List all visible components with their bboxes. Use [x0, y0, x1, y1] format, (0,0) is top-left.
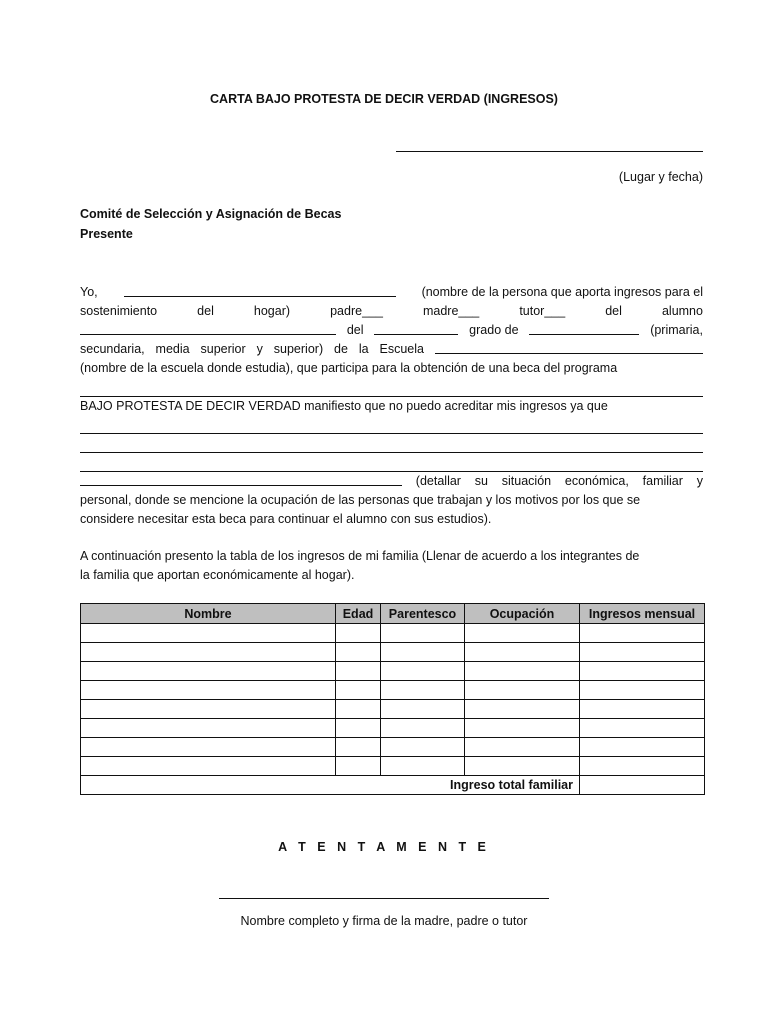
text-person-note: (nombre de la persona que aporta ingresos para el — [421, 285, 703, 299]
header-ingresos: Ingresos mensual — [580, 604, 705, 624]
word: superior) — [273, 342, 324, 356]
table-row — [81, 662, 705, 681]
declaration-paragraph — [80, 283, 703, 529]
total-label: Ingreso total familiar — [81, 776, 580, 795]
cell-ingresos[interactable] — [580, 624, 705, 643]
table-row — [81, 757, 705, 776]
word: económica, — [564, 474, 629, 488]
reason-blank[interactable] — [80, 415, 703, 434]
header-nombre: Nombre — [81, 604, 336, 624]
word: y — [696, 474, 703, 488]
cell-ocupacion[interactable] — [465, 700, 580, 719]
closing-atentamente: A T E N T A M E N T E — [278, 840, 490, 854]
level-blank[interactable] — [529, 321, 639, 335]
reason-blank[interactable] — [80, 472, 402, 486]
cell-nombre[interactable] — [81, 681, 336, 700]
word: grado de — [469, 323, 519, 337]
paragraph-line — [80, 510, 703, 529]
text-detail: personal, donde se mencione la ocupación de las personas que trabajan y los motivos por los que se — [80, 493, 641, 507]
word: sostenimiento — [80, 304, 158, 318]
word: del — [197, 304, 214, 318]
word: alumno — [661, 304, 703, 318]
cell-ingresos[interactable] — [580, 643, 705, 662]
signature-caption: Nombre completo y firma de la madre, padre o tutor — [240, 914, 528, 928]
text-detail-end: considere necesitar esta beca para continuar el alumno con sus estudios). — [80, 512, 492, 526]
word: Escuela — [379, 342, 424, 356]
table-row — [81, 719, 705, 738]
word: padre___ — [330, 304, 383, 318]
reason-blank[interactable] — [80, 434, 703, 453]
table-row — [81, 738, 705, 757]
cell-ingresos[interactable] — [580, 738, 705, 757]
header-parentesco: Parentesco — [381, 604, 465, 624]
cell-ocupacion[interactable] — [465, 738, 580, 757]
word: del — [346, 323, 364, 337]
cell-edad[interactable] — [336, 700, 381, 719]
cell-nombre[interactable] — [81, 700, 336, 719]
cell-nombre[interactable] — [81, 757, 336, 776]
paragraph-line — [80, 472, 703, 491]
cell-edad[interactable] — [336, 662, 381, 681]
document-title: CARTA BAJO PROTESTA DE DECIR VERDAD (INGRESOS) — [210, 92, 558, 106]
word: secundaria, — [80, 342, 145, 356]
cell-edad[interactable] — [336, 681, 381, 700]
paragraph-line — [80, 340, 703, 359]
table-total-row — [81, 776, 705, 795]
cell-edad[interactable] — [336, 624, 381, 643]
reason-blank[interactable] — [80, 453, 703, 472]
program-blank[interactable] — [80, 378, 703, 397]
text-yo: Yo, — [80, 285, 98, 299]
cell-ocupacion[interactable] — [465, 719, 580, 738]
paragraph-line — [80, 397, 703, 415]
cell-ocupacion[interactable] — [465, 624, 580, 643]
cell-parentesco[interactable] — [381, 700, 465, 719]
paragraph-line — [80, 321, 703, 340]
paragraph-line — [80, 491, 703, 510]
cell-ingresos[interactable] — [580, 757, 705, 776]
text-school-note: (nombre de la escuela donde estudia), que participa para la obtención de una beca del programa — [80, 361, 618, 375]
cell-parentesco[interactable] — [381, 662, 465, 681]
recipient-presente: Presente — [80, 227, 133, 241]
paragraph-line — [80, 302, 703, 321]
word: la — [358, 342, 369, 356]
word: situación — [501, 474, 552, 488]
place-date-line[interactable] — [396, 151, 703, 152]
cell-edad[interactable] — [336, 738, 381, 757]
table-intro-paragraph — [80, 547, 703, 585]
cell-ingresos[interactable] — [580, 719, 705, 738]
cell-ingresos[interactable] — [580, 700, 705, 719]
table-row — [81, 643, 705, 662]
student-name-blank[interactable] — [80, 321, 336, 335]
signature-line[interactable] — [219, 898, 549, 899]
place-date-label: (Lugar y fecha) — [618, 170, 703, 184]
word: superior — [200, 342, 246, 356]
cell-parentesco[interactable] — [381, 719, 465, 738]
cell-ocupacion[interactable] — [465, 662, 580, 681]
cell-nombre[interactable] — [81, 643, 336, 662]
word: hogar) — [253, 304, 291, 318]
table-row — [81, 700, 705, 719]
word: familiar — [642, 474, 683, 488]
cell-edad[interactable] — [336, 757, 381, 776]
paragraph-line — [80, 547, 703, 566]
word: madre___ — [422, 304, 480, 318]
word: del — [605, 304, 622, 318]
cell-parentesco[interactable] — [381, 643, 465, 662]
cell-ingresos[interactable] — [580, 681, 705, 700]
cell-ocupacion[interactable] — [465, 757, 580, 776]
cell-edad[interactable] — [336, 643, 381, 662]
cell-parentesco[interactable] — [381, 624, 465, 643]
header-ocupacion: Ocupación — [465, 604, 580, 624]
text-protesta: BAJO PROTESTA DE DECIR VERDAD manifiesto que no puedo acreditar mis ingresos ya que — [80, 399, 608, 413]
cell-nombre[interactable] — [81, 624, 336, 643]
word: media — [155, 342, 190, 356]
paragraph-line — [80, 359, 703, 378]
cell-ocupacion[interactable] — [465, 681, 580, 700]
cell-nombre[interactable] — [81, 719, 336, 738]
paragraph-line — [80, 283, 703, 302]
word: y — [256, 342, 263, 356]
cell-parentesco[interactable] — [381, 738, 465, 757]
grade-blank[interactable] — [374, 321, 458, 335]
text-intro: A continuación presento la tabla de los ingresos de mi familia (Llenar de acuerdo a los integrantes de — [80, 549, 640, 563]
cell-edad[interactable] — [336, 719, 381, 738]
school-blank[interactable] — [435, 340, 703, 354]
cell-parentesco[interactable] — [381, 681, 465, 700]
word: tutor___ — [519, 304, 566, 318]
total-value-cell[interactable] — [580, 776, 705, 795]
table-row — [81, 681, 705, 700]
cell-nombre[interactable] — [81, 662, 336, 681]
word: su — [474, 474, 488, 488]
cell-ingresos[interactable] — [580, 662, 705, 681]
cell-ocupacion[interactable] — [465, 643, 580, 662]
name-blank[interactable] — [124, 283, 396, 297]
header-edad: Edad — [336, 604, 381, 624]
recipient-committee: Comité de Selección y Asignación de Becas — [80, 207, 342, 221]
income-table — [80, 603, 705, 795]
word: (primaria, — [650, 323, 703, 337]
cell-parentesco[interactable] — [381, 757, 465, 776]
table-header-row — [81, 604, 705, 624]
cell-nombre[interactable] — [81, 738, 336, 757]
word: de — [334, 342, 348, 356]
table-row — [81, 624, 705, 643]
text-intro-end: la familia que aportan económicamente al hogar). — [80, 568, 355, 582]
word: (detallar — [415, 474, 461, 488]
